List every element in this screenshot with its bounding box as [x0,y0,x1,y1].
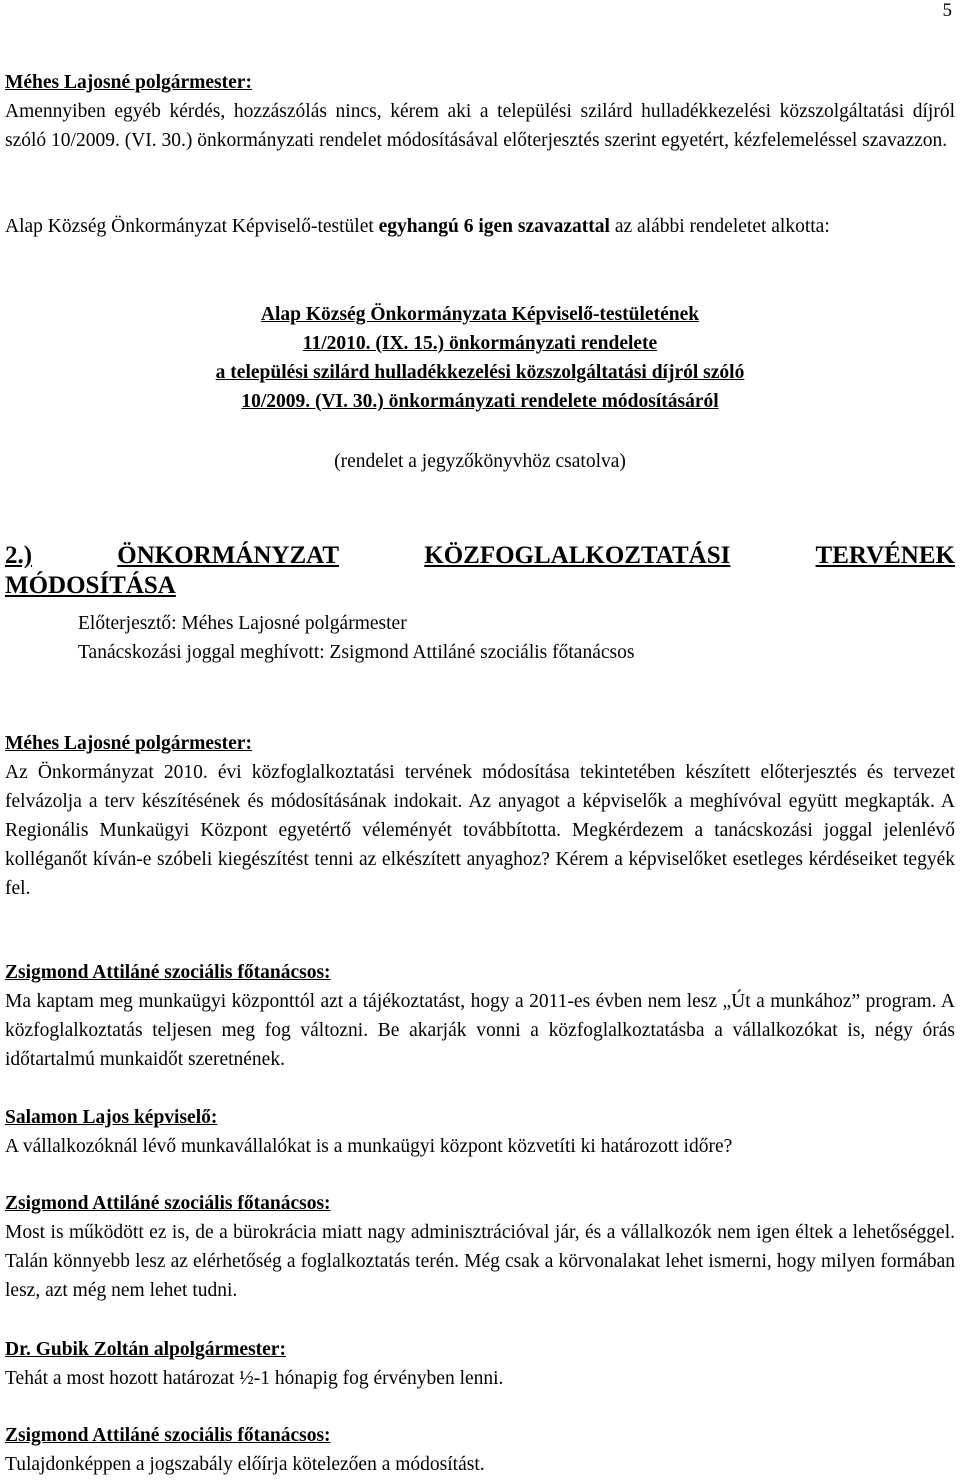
decree-line-3: a települési szilárd hulladékkezelési közszolgáltatási díjról szóló [215,362,745,383]
heading-word-2: KÖZFOGLALKOZTATÁSI [424,542,731,569]
speaker-label: Salamon Lajos képviselő: [5,1107,218,1128]
decree-line-4: 10/2009. (VI. 30.) önkormányzati rendelete módosításáról [241,391,719,412]
page-number: 5 [942,0,952,21]
agenda-item-2-heading [5,541,955,601]
decree-line-2: 11/2010. (IX. 15.) önkormányzati rendelete [302,333,658,354]
speaker-label: Zsigmond Attiláné szociális főtanácsos: [5,962,331,983]
resolution-statement [5,212,955,241]
speech-deputy-mayor [5,1335,955,1393]
resolution-vote: egyhangú 6 igen szavazattal [378,216,610,237]
speech-councillor [5,1103,955,1161]
agenda-item-2-details [5,609,955,667]
resolution-pre: Alap Község Önkormányzat Képviselő-testület [5,216,379,237]
decree-line-1: Alap Község Önkormányzata Képviselő-testületének [260,304,700,325]
speaker-label: Zsigmond Attiláné szociális főtanácsos: [5,1425,331,1446]
speaker-label: Méhes Lajosné polgármester: [5,72,252,93]
speech-advisor-3 [5,1421,955,1479]
speaker-label: Méhes Lajosné polgármester: [5,733,252,754]
speech-text: A vállalkozóknál lévő munkavállalókat is a munkaügyi központ közvetíti ki határozott időre? [5,1136,733,1158]
speech-text: Az Önkormányzat 2010. évi közfoglalkoztatási tervének módosítása tekintetében készített előterjesztés és tervezet felvázolja a terv készítésének és módosításának indokait. Az anyagot a képviselők a meghívóval együtt megkapták. A Regionális Munkaügyi Központ egyetértő véleményét továbbította. Megkérdezem a tanácskozási joggal jelenlévő kolléganőt kíván-e szóbeli kiegészítést tenni az elkészített anyaghoz? Kérem a képviselőket esetleges kérdéseiket tegyék fel. [5,762,955,900]
resolution-post: az alábbi rendeletet alkotta: [609,216,830,237]
heading-line-2: MÓDOSÍTÁSA [5,572,176,599]
decree-title [5,300,955,416]
speech-mayor-1 [5,68,955,155]
heading-word-1: ÖNKORMÁNYZAT [117,542,340,569]
speech-advisor-1 [5,958,955,1074]
speech-text: Most is működött ez is, de a bürokrácia miatt nagy adminisztrációval jár, és a vállalkozók nem igen éltek a lehetőséggel. Talán könnyebb lesz az elérhetőség a foglalkoztatás terén. Még csak a körvonalakat lehet ismerni, hogy milyen formában lesz, azt még nem lehet tudni. [5,1222,955,1302]
speech-text: Amennyiben egyéb kérdés, hozzászólás nincs, kérem aki a települési szilárd hulladékkezelési közszolgáltatási díjról szóló 10/2009. (VI. 30.) önkormányzati rendelet módosításával előterjesztés szerint egyetért, kézfelemeléssel szavazzon. [5,101,955,152]
speech-mayor-2 [5,729,955,904]
speaker-label: Dr. Gubik Zoltán alpolgármester: [5,1339,286,1360]
heading-word-3: TERVÉNEK [815,542,955,569]
speech-text: Ma kaptam meg munkaügyi központtól azt a tájékoztatást, hogy a 2011-es évben nem lesz „Út a munkához” program. A közfoglalkoztatás teljesen meg fog változni. Be akarják vonni a közfoglalkoztatásba a vállalkozókat is, négy órás időtartalmú munkaidőt szeretnének. [5,991,955,1071]
heading-line-1 [5,541,955,571]
decree-attached-note [5,447,955,476]
speech-text: Tehát a most hozott határozat ½-1 hónapig fog érvényben lenni. [5,1368,504,1390]
speech-text: Tulajdonképpen a jogszabály előírja kötelezően a módosítást. [5,1454,485,1476]
heading-word-number: 2.) [5,542,33,569]
presenter-line: Előterjesztő: Méhes Lajosné polgármester [78,613,407,634]
speaker-label: Zsigmond Attiláné szociális főtanácsos: [5,1193,331,1214]
resolution-text [5,212,955,241]
speech-advisor-2 [5,1189,955,1305]
attached-note: (rendelet a jegyzőkönyvhöz csatolva) [334,451,626,472]
invited-line: Tanácskozási joggal meghívott: Zsigmond Attiláné szociális főtanácsos [78,642,635,664]
